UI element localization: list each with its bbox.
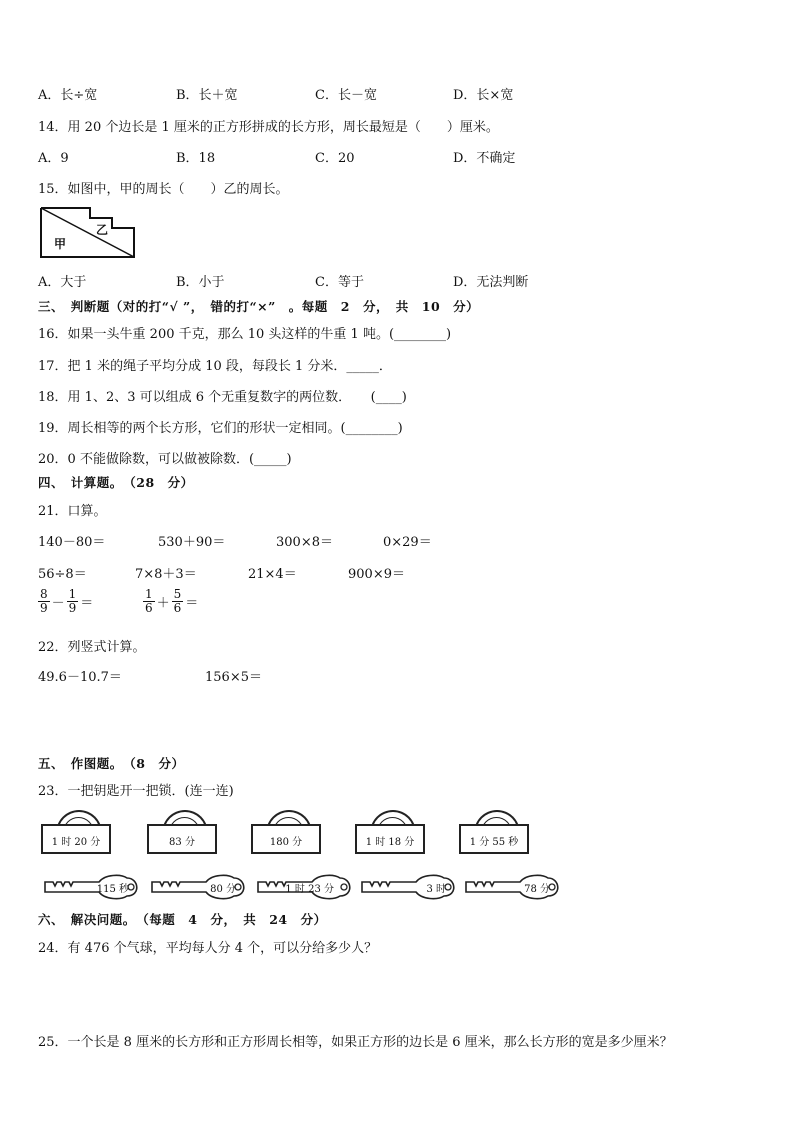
q15-figure xyxy=(40,207,136,259)
judge-item-18: 18．用 1、2、3 可以组成 6 个无重复数字的两位数． (____) xyxy=(38,390,407,405)
q14-option-d: D．不确定 xyxy=(453,151,516,166)
lock-1[interactable] xyxy=(41,810,121,870)
oral-calc-item: 530＋90＝ xyxy=(158,535,226,550)
key-3[interactable] xyxy=(256,874,356,900)
oral-calc-item: 140－80＝ xyxy=(38,535,106,550)
q15-option-b: B．小于 xyxy=(176,275,225,290)
oral-calc-item: 7×8＋3＝ xyxy=(135,567,197,582)
lock-5[interactable] xyxy=(459,810,539,870)
q15-question: 15．如图中，甲的周长（ ）乙的周长。 xyxy=(38,182,289,197)
fraction-expression-2: $\frac{1}{6}$ ＋ $\frac{5}{6}$ ＝ xyxy=(145,587,199,615)
lock-label: 1 时 20 分 xyxy=(51,837,101,848)
q14-option-b: B．18 xyxy=(176,151,216,166)
lock-label: 1 时 18 分 xyxy=(365,837,415,848)
judge-item-20: 20．0 不能做除数，可以做被除数．(_____) xyxy=(38,452,292,467)
oral-calc-item: 900×9＝ xyxy=(348,567,405,582)
q23-title: 23．一把钥匙开一把锁．(连一连) xyxy=(38,784,234,799)
key-label: 80 分 xyxy=(210,884,236,895)
q15-option-c: C．等于 xyxy=(315,275,364,290)
fraction-expression-1: $\frac{8}{9}$ － $\frac{1}{9}$ ＝ xyxy=(40,587,94,615)
oral-calc-item: 21×4＝ xyxy=(248,567,297,582)
section-4-heading: 四、 计算题。 （28 分） xyxy=(38,475,194,490)
q13-option-d: D．长×宽 xyxy=(453,88,514,103)
q21-title: 21．口算。 xyxy=(38,504,107,519)
judge-item-17: 17．把 1 米的绳子平均分成 10 段，每段长 1 分米．_____． xyxy=(38,359,392,374)
q25-question: 25．一个长是 8 厘米的长方形和正方形周长相等，如果正方形的边长是 6 厘米，那么长方形的宽是多少厘米？ xyxy=(38,1035,673,1050)
oral-calc-item: 0×29＝ xyxy=(383,535,432,550)
key-2[interactable] xyxy=(150,874,250,900)
lock-4[interactable] xyxy=(355,810,435,870)
lock-label: 83 分 xyxy=(169,837,195,848)
oral-calc-item: 300×8＝ xyxy=(276,535,333,550)
section-3-heading: 三、 判断题（对的打“√ ”， 错的打“×” 。每题 2 分， 共 10 分） xyxy=(38,299,480,314)
judge-item-16: 16．如果一头牛重 200 千克，那么 10 头这样的牛重 1 吨。(________) xyxy=(38,327,452,342)
q15-option-a: A．大于 xyxy=(38,275,87,290)
section-5-heading: 五、 作图题。 （8 分） xyxy=(38,756,185,771)
figure-label-yi: 乙 xyxy=(96,223,109,237)
oral-calc-item: 56÷8＝ xyxy=(38,567,87,582)
key-label: 3 时 xyxy=(426,884,446,895)
vertical-calc-item: 49.6－10.7＝ xyxy=(38,670,122,685)
q22-title: 22．列竖式计算。 xyxy=(38,640,146,655)
q13-option-b: B．长＋宽 xyxy=(176,88,238,103)
key-5[interactable] xyxy=(464,874,564,900)
key-label: 1 时 23 分 xyxy=(285,884,334,895)
key-1[interactable] xyxy=(43,874,143,900)
q24-question: 24．有 476 个气球，平均每人分 4 个，可以分给多少人？ xyxy=(38,941,378,956)
key-label: 115 秒 xyxy=(96,884,129,895)
lock-2[interactable] xyxy=(147,810,227,870)
key-label: 78 分 xyxy=(524,884,550,895)
lock-label: 180 分 xyxy=(269,837,303,848)
q14-option-c: C．20 xyxy=(315,151,355,166)
lock-label: 1 分 55 秒 xyxy=(469,837,519,848)
figure-label-jia: 甲 xyxy=(54,237,67,251)
key-4[interactable] xyxy=(360,874,460,900)
q15-option-d: D．无法判断 xyxy=(453,275,529,290)
judge-item-19: 19．周长相等的两个长方形，它们的形状一定相同。(________) xyxy=(38,421,403,436)
lock-3[interactable] xyxy=(251,810,331,870)
q13-option-c: C．长－宽 xyxy=(315,88,377,103)
section-6-heading: 六、 解决问题。 （每题 4 分， 共 24 分） xyxy=(38,912,327,927)
vertical-calc-item: 156×5＝ xyxy=(205,670,262,685)
q14-option-a: A．9 xyxy=(38,151,69,166)
q13-option-a: A．长÷宽 xyxy=(38,88,98,103)
q14-question: 14．用 20 个边长是 1 厘米的正方形拼成的长方形，周长最短是（ ）厘米。 xyxy=(38,120,499,135)
